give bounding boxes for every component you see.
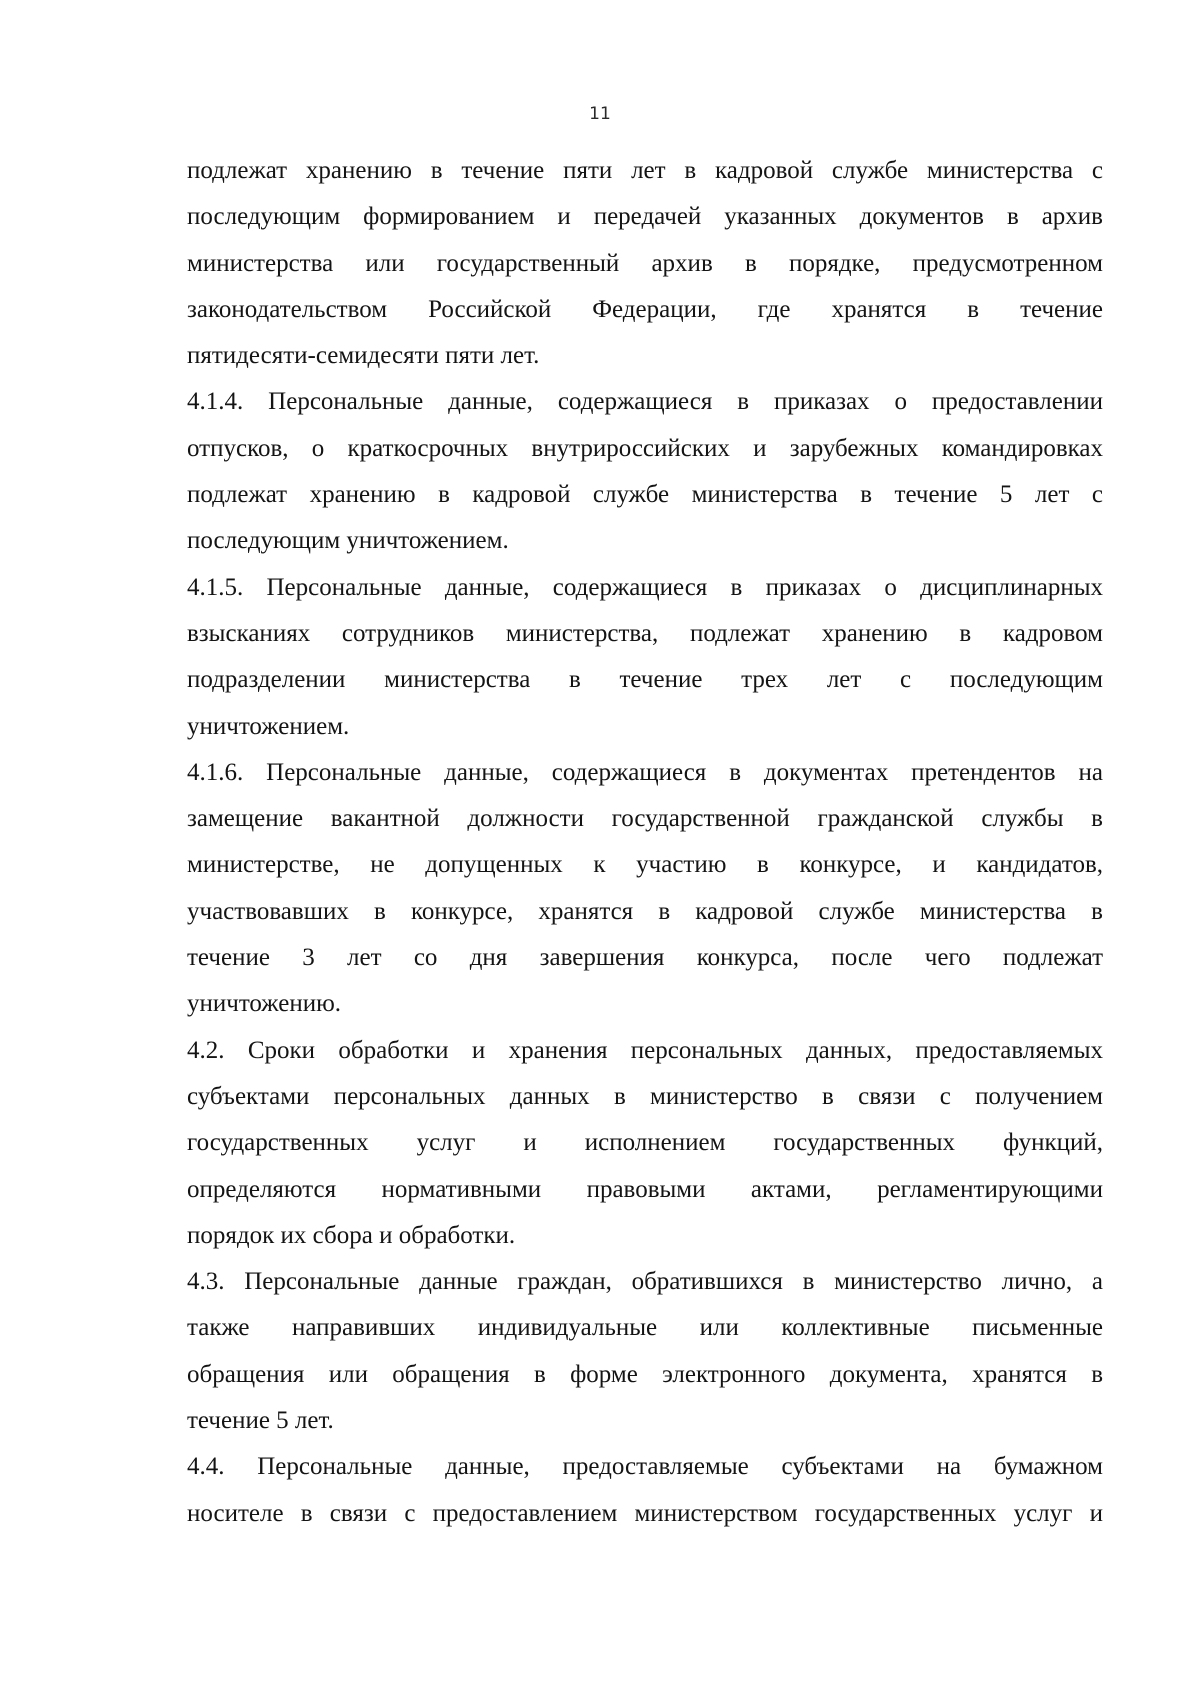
text-line: также направивших индивидуальные или коллективные письменные [187,1314,1103,1342]
text-line: участвовавших в конкурсе, хранятся в кадровой службе министерства в [187,897,1103,925]
text-line: 4.2. Сроки обработки и хранения персональных данных, предоставляемых [187,1036,1103,1064]
paragraph-4-1-5 [187,565,1103,750]
paragraph-4-1-4 [187,379,1103,564]
paragraph-4-1-6 [187,750,1103,1028]
paragraph-continuation [187,148,1103,379]
document-body [187,148,1103,1537]
text-line: подлежат хранению в течение пяти лет в кадровой службе министерства с [187,157,1103,184]
text-line: течение 3 лет со дня завершения конкурса, после чего подлежат [187,944,1103,972]
text-line: уничтожением. [187,712,350,740]
text-line: субъектами персональных данных в министерство в связи с получением [187,1082,1103,1110]
text-line: последующим уничтожением. [187,527,509,555]
text-line: министерстве, не допущенных к участию в конкурсе, и кандидатов, [187,851,1103,879]
text-line: подлежат хранению в кадровой службе министерства в течение 5 лет с [187,481,1103,509]
text-line: течение 5 лет. [187,1407,334,1435]
paragraph-4-4 [187,1444,1103,1537]
text-line: уничтожению. [187,990,342,1018]
text-line: государственных услуг и исполнением государственных функций, [187,1129,1103,1157]
text-line: отпусков, о краткосрочных внутрироссийских и зарубежных командировках [187,434,1103,462]
text-line: взысканиях сотрудников министерства, подлежат хранению в кадровом [187,619,1103,647]
text-line: определяются нормативными правовыми актами, регламентирующими [187,1175,1103,1203]
paragraph-4-2 [187,1028,1103,1259]
text-line: 4.1.5. Персональные данные, содержащиеся в приказах о дисциплинарных [187,573,1103,601]
paragraph-4-3 [187,1259,1103,1444]
text-line: 4.1.4. Персональные данные, содержащиеся в приказах о предоставлении [187,388,1103,416]
text-line: пятидесяти-семидесяти пяти лет. [187,342,540,370]
text-line: 4.3. Персональные данные граждан, обратившихся в министерство лично, а [187,1268,1103,1296]
text-line: обращения или обращения в форме электронного документа, хранятся в [187,1360,1103,1388]
text-line: замещение вакантной должности государственной гражданской службы в [187,805,1103,833]
text-line: последующим формированием и передачей указанных документов в архив [187,203,1103,231]
page-number: 11 [589,104,611,124]
text-line: подразделении министерства в течение трех лет с последующим [187,666,1103,694]
text-line: 4.1.6. Персональные данные, содержащиеся в документах претендентов на [187,758,1103,786]
text-line: носителе в связи с предоставлением министерством государственных услуг и [187,1499,1103,1527]
text-line: законодательством Российской Федерации, где хранятся в течение [187,295,1103,323]
text-line: министерства или государственный архив в порядке, предусмотренном [187,249,1103,277]
text-line: порядок их сбора и обработки. [187,1221,516,1249]
text-line: 4.4. Персональные данные, предоставляемые субъектами на бумажном [187,1453,1103,1481]
